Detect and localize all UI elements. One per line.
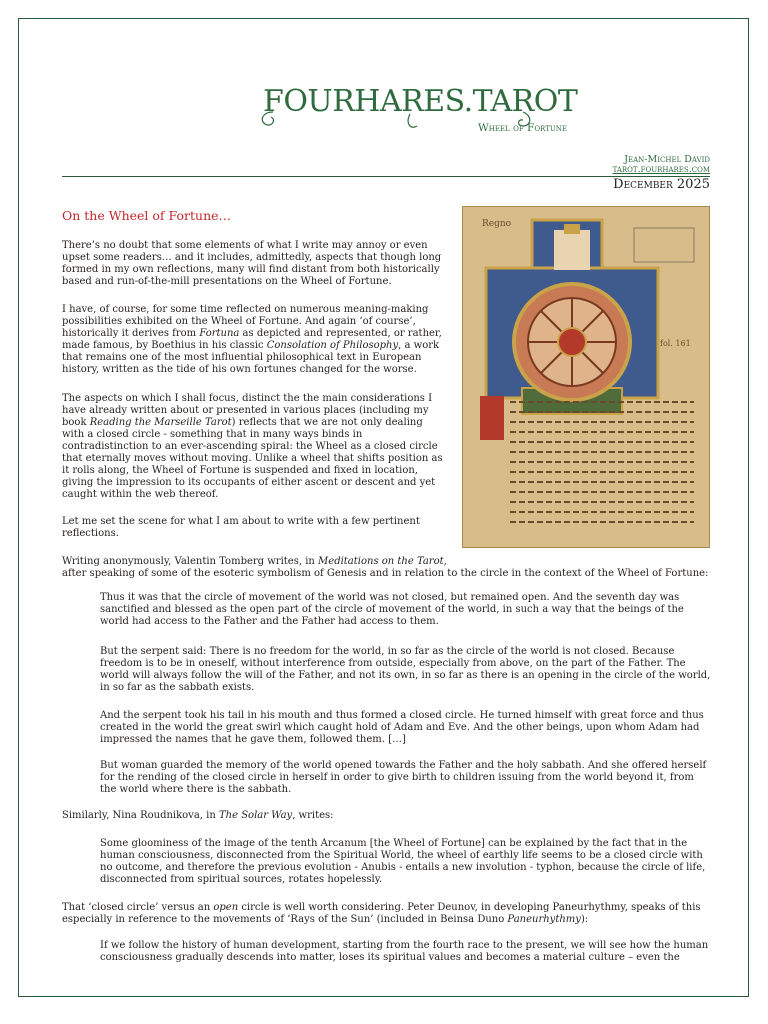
article-heading: On the Wheel of Fortune…: [62, 208, 232, 223]
quote-4: But woman guarded the memory of the world opened towards the Father and the holy sabbath. And she offered herself for the rending of the closed circle in herself in order to give birth to children issuing from the world beyond it, from the world where there is the sabbath.: [100, 760, 707, 795]
quote-5: Some gloominess of the image of the tenth Arcanum [the Wheel of Fortune] can be explained by the fact that in the human consciousness, disconnected from the Spiritual World, the wheel of earthly life seems to be a closed circle with no outcome, and therefore the previous evolution - Anubis - entails a new involution - typhon, because the circle of life, disconnected from spiritual sources, rotates hopelessly.: [100, 838, 706, 885]
quote-2: But the serpent said: There is no freedom for the world, in so far as the circle of the world is not closed. Because freedom is to be in oneself, without interference from outside, especially from above, on the part of the Father. The world will always follow the will of the Father, and not its own, in so far as there is an opening in the circle of the world, in so far as the sabbath exists.: [100, 646, 711, 693]
page-subtitle: Wheel of Fortune: [478, 122, 568, 134]
author-block: [613, 155, 710, 175]
paragraph-5: Writing anonymously, Valentin Tomberg writes, in Meditations on the Tarot, after speaking of some of the esoteric symbolism of Genesis and in relation to the circle in the context of the Wheel of Fortune:: [62, 556, 709, 579]
illustration-label-top: Regno: [482, 219, 512, 229]
paragraph-1: There’s no doubt that some elements of what I write may annoy or even upset some readers… and it includes, admittedly, aspects that though long formed in my own reflections, many will find distant from both historically based and run-of-the-mill presentations on the Wheel of Fortune.: [62, 240, 442, 287]
wheel-of-fortune-manuscript-illustration: [462, 206, 710, 548]
paragraph-7: That ‘closed circle’ versus an open circle is well worth considering. Peter Deunov, in developing Paneurhythmy, speaks of this especially in reference to the movements of ‘Rays of the Sun’ (included in Beinsa Duno Paneurhythmy):: [62, 902, 701, 925]
paragraph-2: I have, of course, for some time reflected on numerous meaning-making possibilities exhibited on the Wheel of Fortune. And again ‘of course’, historically it derives from Fortuna as depicted and represented, or rather, made famous, by Boethius in his classic Consolation of Philosophy, a work that remains one of the most influential philosophical text in European history, written as the tide of his own fortunes changed for the worse.: [62, 304, 442, 375]
author-site-link[interactable]: tarot.fourhares.com: [612, 164, 710, 175]
paragraph-3: The aspects on which I shall focus, distinct the the main considerations I have already written about or presented in various places (including my book Reading the Marseille Tarot) reflects that we are not only dealing with a closed circle - something that in many ways binds in contradistinction to an ever-ascending spiral: the Wheel as a closed circle that eternally moves without moving. Unlike a wheel that shifts position as it rolls along, the Wheel of Fortune is suspended and fixed in location, giving the impression to its occupants of either ascent or descent and yet caught within the web thereof.: [62, 393, 443, 500]
logo-text: FOURHARES.TAROT: [263, 84, 578, 119]
illustration-label-side: fol. 161: [660, 339, 691, 348]
issue-date: December 2025: [613, 177, 710, 192]
quote-3: And the serpent took his tail in his mouth and thus formed a closed circle. He turned himself with great force and thus created in the world the great swirl which caught hold of Adam and Eve. And the other beings, upon whom Adam had impressed the names that he gave them, followed them. […]: [100, 710, 704, 745]
quote-1: Thus it was that the circle of movement of the world was not closed, but remained open. And the seventh day was sanctified and blessed as the open part of the circle of movement of the world, in such a way that the beings of the world had access to the Father and the Father had access to them.: [100, 592, 684, 627]
paragraph-6: Similarly, Nina Roudnikova, in The Solar Way, writes:: [62, 810, 334, 821]
quote-6: If we follow the history of human development, starting from the fourth race to the present, we will see how the human consciousness gradually descends into matter, loses its spiritual values and becomes a material culture – even the: [100, 940, 709, 963]
paragraph-4: Let me set the scene for what I am about to write with a few pertinent reflections.: [62, 516, 420, 539]
author-name: Jean-Michel David: [624, 154, 710, 165]
